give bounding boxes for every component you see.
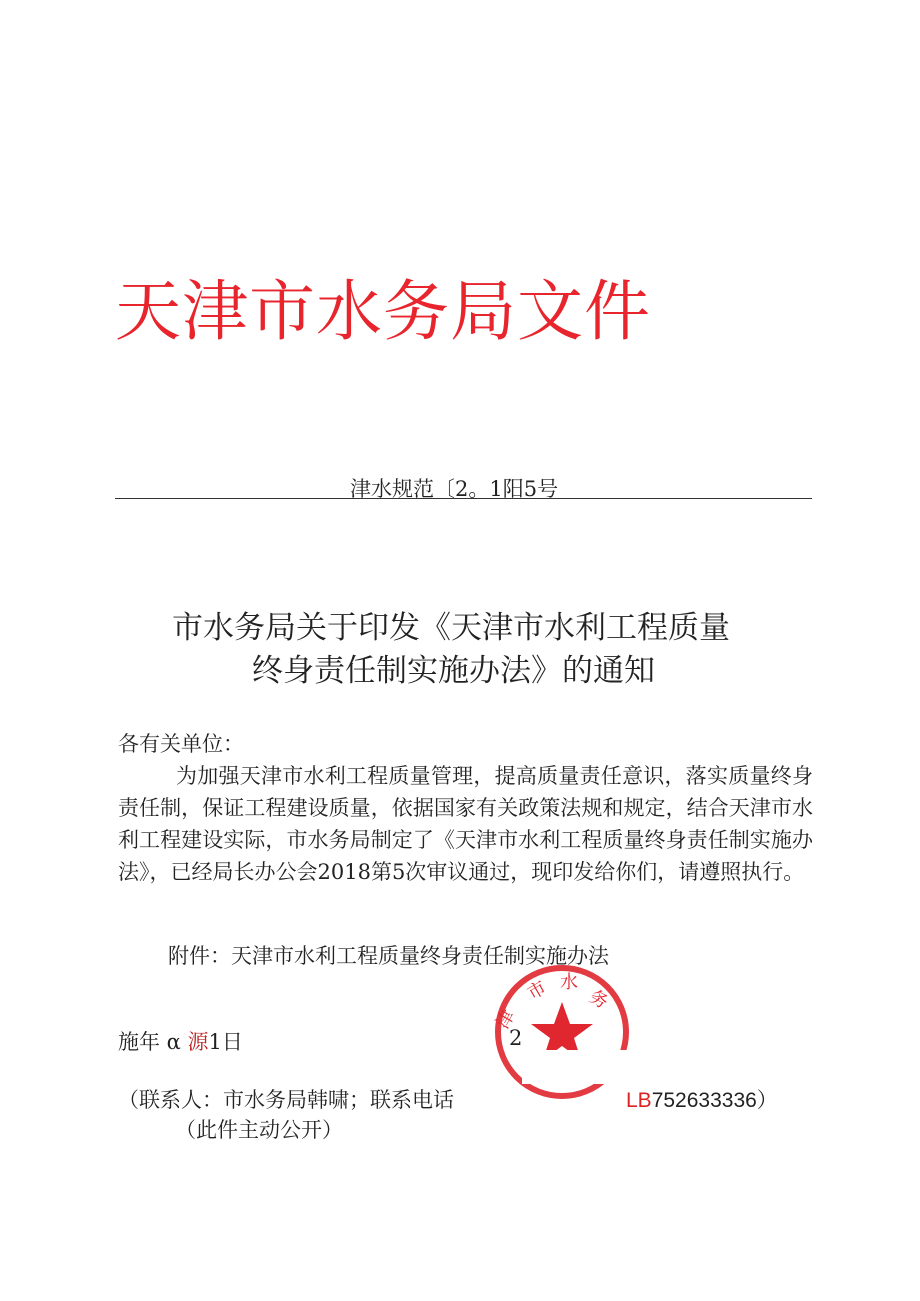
date-part-1: 施年 α <box>118 1030 181 1054</box>
body-paragraph: 为加强天津市水利工程质量管理，提高质量责任意识，落实质量终身责任制，保证工程建设质量，依据国家有关政策法规和规定，结合天津市水利工程建设实际，市水务局制定了《天津市水利工程质量终身责任制实施办法》，已经局长办公会2018第5次审议通过，现印发给你们，请遵照执行。 <box>118 764 813 884</box>
date-part-2: 源 <box>187 1030 209 1054</box>
document-number: 津水规范〔2。1阳5号 <box>350 477 559 501</box>
header-divider-line <box>115 498 812 499</box>
public-disclosure-note: （此件主动公开） <box>175 1118 343 1142</box>
notice-title-line-2: 终身责任制实施办法》的通知 <box>252 653 655 689</box>
phone-prefix: LB <box>626 1089 652 1112</box>
contact-phone <box>626 1084 778 1114</box>
notice-title-line-1: 市水务局关于印发《天津市水利工程质量 <box>172 610 730 646</box>
seal-char: 津 <box>492 1006 520 1033</box>
redaction-patch <box>522 1050 632 1084</box>
seal-char: 务 <box>585 986 612 1014</box>
phone-number: 752633336） <box>651 1089 778 1112</box>
issue-date <box>118 1026 243 1056</box>
seal-char: 水 <box>560 972 578 993</box>
seal-char: 市 <box>524 977 551 1005</box>
date-fragment: 2 <box>509 1026 523 1050</box>
document-header-title: 天津市水务局文件 <box>115 273 651 350</box>
contact-info: （联系人：市水务局韩啸；联系电话 <box>118 1088 454 1112</box>
date-part-3: 1日 <box>208 1030 243 1054</box>
attachment-line: 附件：天津市水利工程质量终身责任制实施办法 <box>168 944 609 968</box>
salutation: 各有关单位： <box>118 732 244 756</box>
